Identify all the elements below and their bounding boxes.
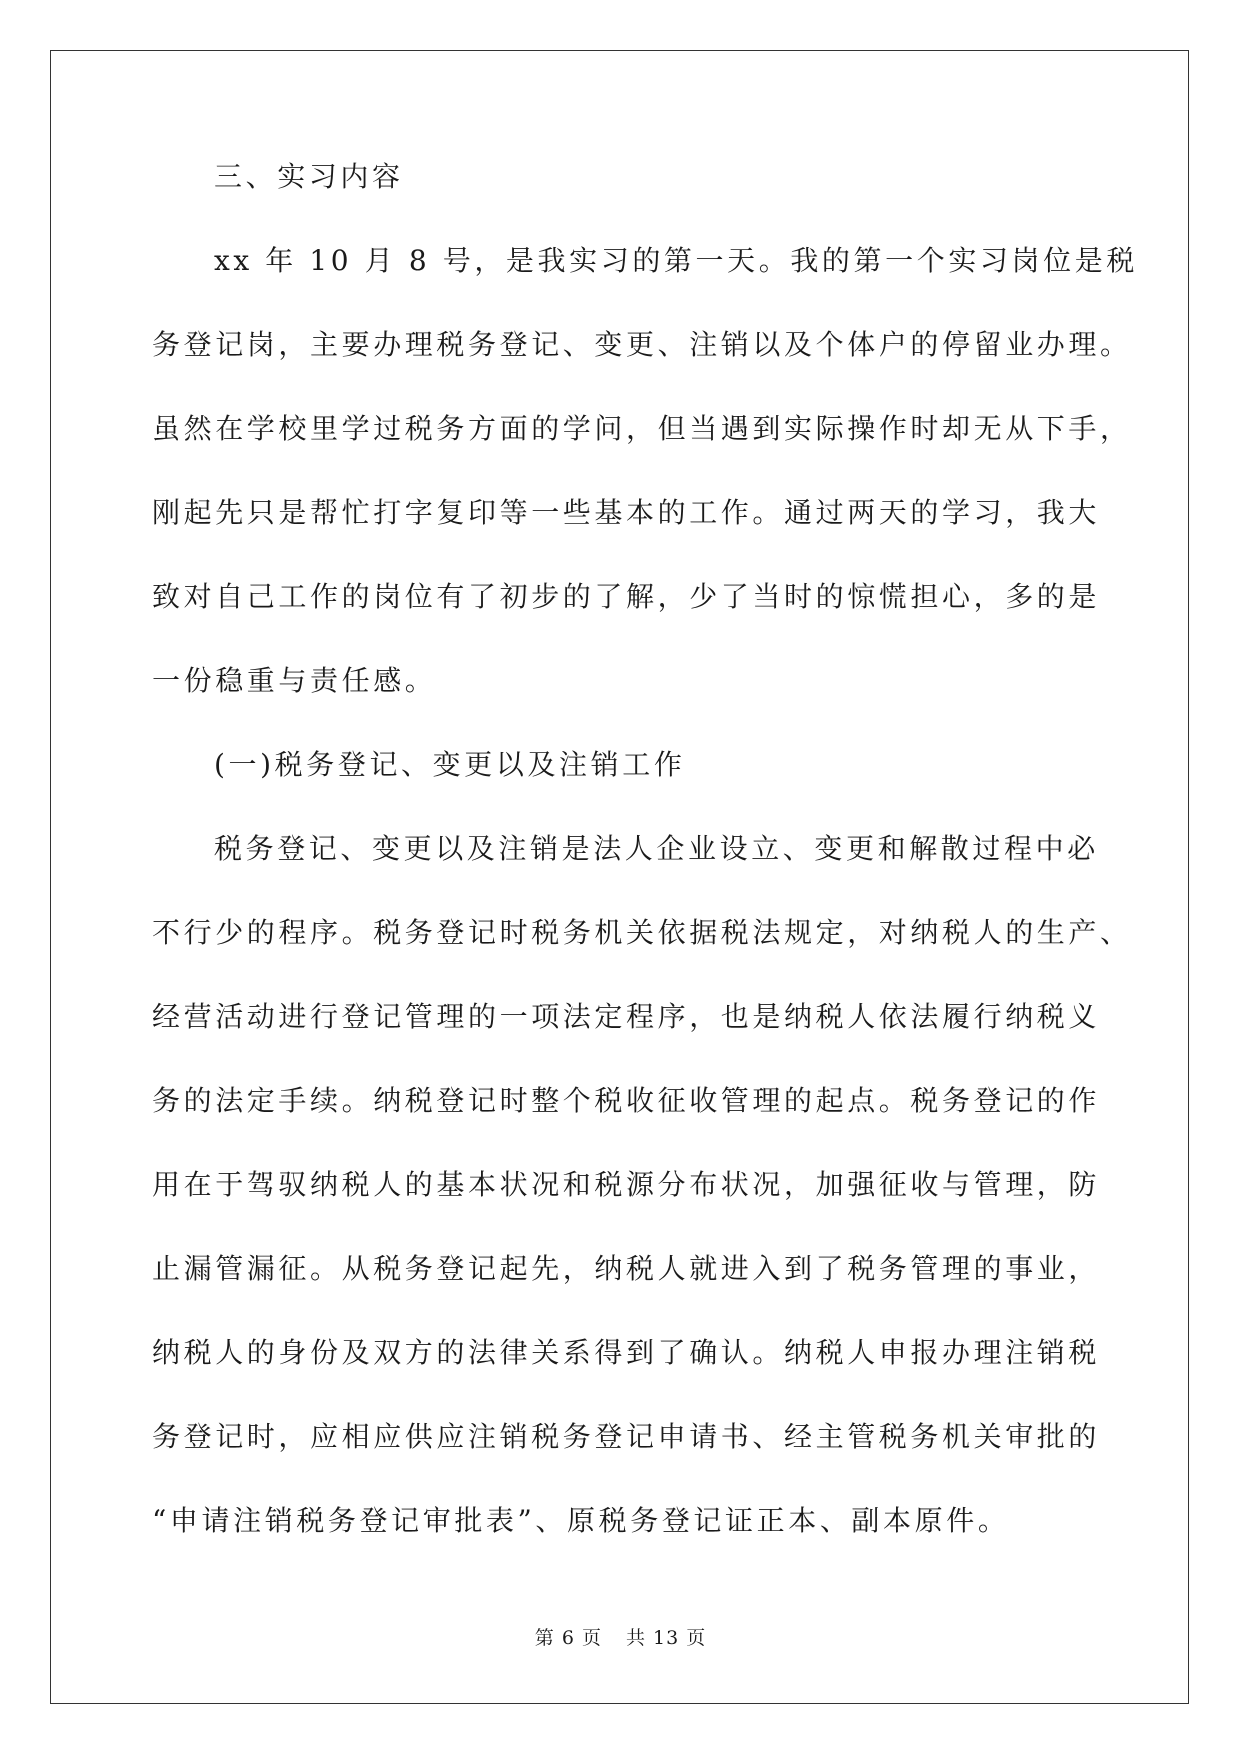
paragraph-line: 务登记岗，主要办理税务登记、变更、注销以及个体户的停留业办理。 <box>152 328 1132 361</box>
paragraph-line: 务的法定手续。纳税登记时整个税收征收管理的起点。税务登记的作 <box>152 1084 1101 1117</box>
paragraph-line: 务登记时，应相应供应注销税务登记申请书、经主管税务机关审批的 <box>152 1420 1101 1453</box>
page-footer <box>0 1627 1241 1649</box>
paragraph-line: 一份稳重与责任感。 <box>152 664 437 697</box>
section-heading: 三、实习内容 <box>214 160 404 193</box>
paragraph-line: 纳税人的身份及双方的法律关系得到了确认。纳税人申报办理注销税 <box>152 1336 1101 1369</box>
paragraph-line: “申请注销税务登记审批表”、原税务登记证正本、副本原件。 <box>152 1504 1010 1537</box>
paragraph-line: 不行少的程序。税务登记时税务机关依据税法规定，对纳税人的生产、 <box>152 916 1132 949</box>
paragraph-line: 税务登记、变更以及注销是法人企业设立、变更和解散过程中必 <box>214 832 1099 865</box>
paragraph-line: 刚起先只是帮忙打字复印等一些基本的工作。通过两天的学习，我大 <box>152 496 1101 529</box>
page-number: 第 6 页 <box>534 1627 602 1649</box>
page-total: 共 13 页 <box>625 1627 707 1649</box>
paragraph-line: 致对自己工作的岗位有了初步的了解，少了当时的惊慌担心，多的是 <box>152 580 1101 613</box>
paragraph-line: 用在于驾驭纳税人的基本状况和税源分布状况，加强征收与管理，防 <box>152 1168 1101 1201</box>
paragraph-line: xx 年 10 月 8 号，是我实习的第一天。我的第一个实习岗位是税 <box>214 244 1138 277</box>
document-body <box>152 160 1138 1591</box>
paragraph-line: 经营活动进行登记管理的一项法定程序，也是纳税人依法履行纳税义 <box>152 1000 1101 1033</box>
paragraph-line: 止漏管漏征。从税务登记起先，纳税人就进入到了税务管理的事业， <box>152 1252 1101 1285</box>
paragraph-line: 虽然在学校里学过税务方面的学问，但当遇到实际操作时却无从下手， <box>152 412 1132 445</box>
subsection-heading: (一)税务登记、变更以及注销工作 <box>214 748 686 781</box>
